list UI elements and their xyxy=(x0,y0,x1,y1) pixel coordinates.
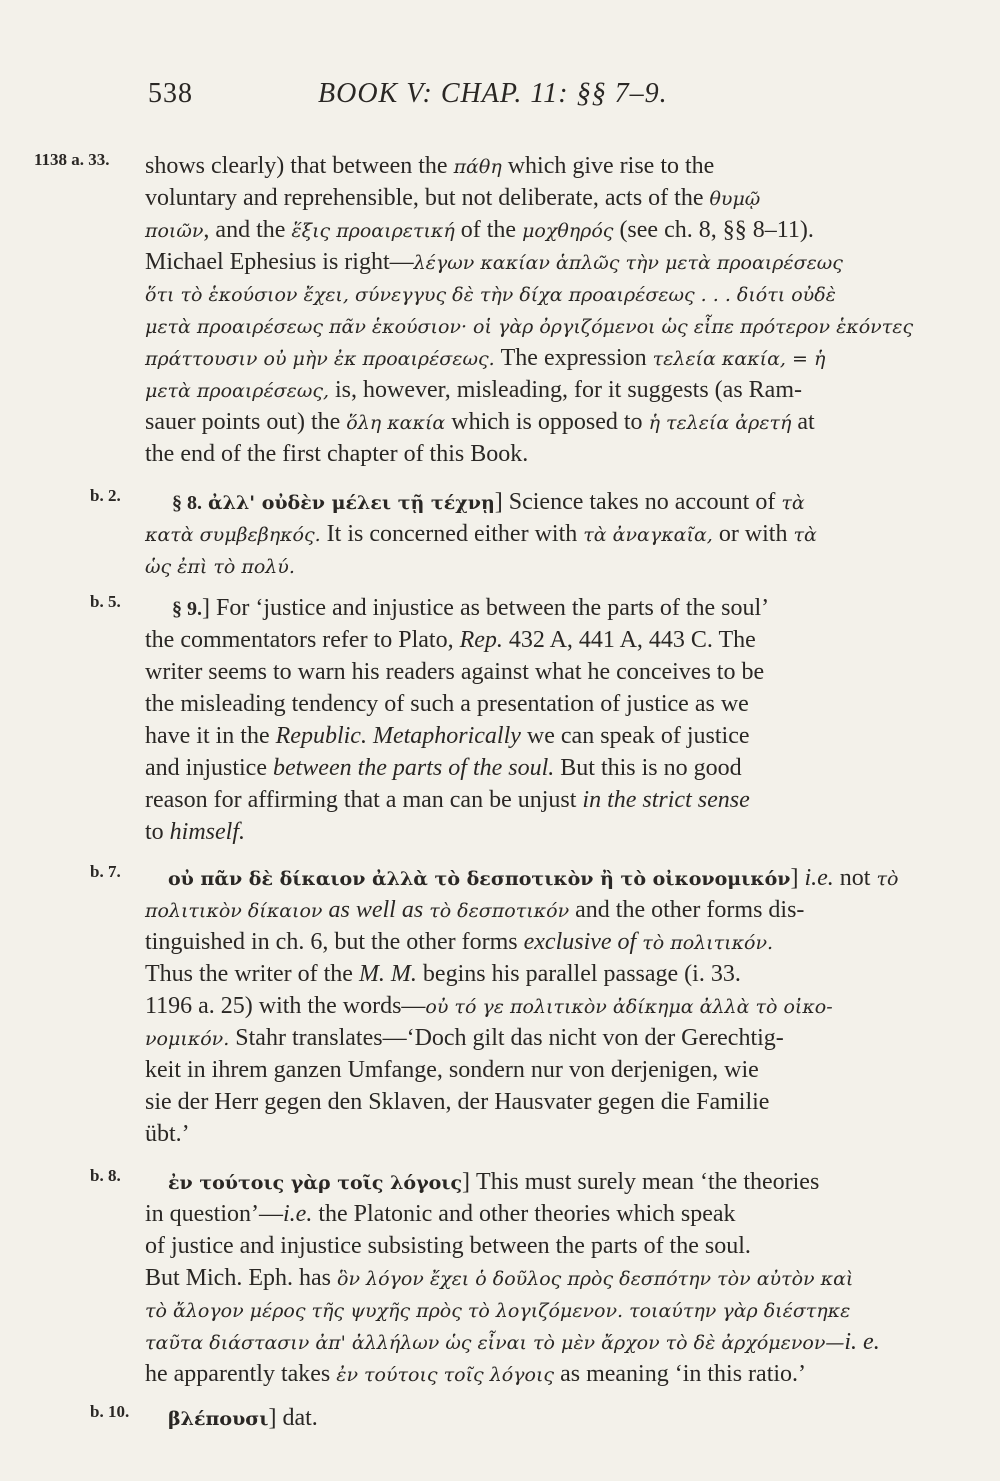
note-line: keit in ihrem ganzen Umfange, sondern nur von derjenigen, wie xyxy=(145,1057,759,1083)
note-line: ποιῶν, and the ἕξις προαιρετική of the μοχθηρός (see ch. 8, §§ 8–11). xyxy=(145,217,814,243)
note-line: übt.’ xyxy=(145,1121,190,1147)
note-line: writer seems to warn his readers against what he conceives to be xyxy=(145,659,765,685)
note-line: reason for affirming that a man can be unjust in the strict sense xyxy=(145,787,750,813)
note-line: shows clearly) that between the πάθη which give rise to the xyxy=(145,153,715,179)
note-line: μετὰ προαιρέσεως, is, however, misleading, for it suggests (as Ram- xyxy=(145,377,802,403)
note-line: voluntary and reprehensible, but not deliberate, acts of the θυμῷ xyxy=(145,185,761,211)
note-line: to himself. xyxy=(145,819,245,845)
note-line: κατὰ συμβεβηκός. It is concerned either with τὰ ἀναγκαῖα, or with τὰ xyxy=(145,521,817,547)
note-line: sauer points out) the ὅλη κακία which is opposed to ἡ τελεία ἀρετή at xyxy=(145,409,815,435)
note-line: Michael Ephesius is right—λέγων κακίαν ἁπλῶς τὴν μετὰ προαιρέσεως xyxy=(145,249,843,275)
note-line: § 8. ἀλλ' οὐδὲν μέλει τῇ τέχνῃ] Science takes no account of τὰ xyxy=(172,489,805,515)
note-line: sie der Herr gegen den Sklaven, der Hausvater gegen die Familie xyxy=(145,1089,770,1115)
note-line: 1196 a. 25) with the words—οὐ τό γε πολιτικὸν ἀδίκημα ἀλλὰ τὸ οἰκο- xyxy=(145,993,833,1019)
note-line: tinguished in ch. 6, but the other forms exclusive of τὸ πολιτικόν. xyxy=(145,929,774,955)
line-reference: b. 2. xyxy=(90,486,121,505)
note-line: ταῦτα διάστασιν ἀπ' ἀλλήλων ὡς εἶναι τὸ μὲν ἄρχον τὸ δὲ ἀρχόμενον—i. e. xyxy=(145,1329,880,1355)
note-line: the commentators refer to Plato, Rep. 432 A, 441 A, 443 C. The xyxy=(145,627,756,653)
note-line: πράττουσιν οὐ μὴν ἐκ προαιρέσεως. The expression τελεία κακία, = ἡ xyxy=(145,345,826,371)
note-line: πολιτικὸν δίκαιον as well as τὸ δεσποτικόν and the other forms dis- xyxy=(145,897,805,923)
note-line: have it in the Republic. Metaphorically we can speak of justice xyxy=(145,723,750,749)
note-line: § 9.] For ‘justice and injustice as between the parts of the soul’ xyxy=(172,595,770,621)
note-line: and injustice between the parts of the soul. But this is no good xyxy=(145,755,742,781)
note-line: he apparently takes ἐν τούτοις τοῖς λόγοις as meaning ‘in this ratio.’ xyxy=(145,1361,807,1387)
note-line: τὸ ἄλογον μέρος τῆς ψυχῆς πρὸς τὸ λογιζόμενον. τοιαύτην γὰρ διέστηκε xyxy=(145,1300,851,1322)
note-line: the misleading tendency of such a presentation of justice as we xyxy=(145,691,749,717)
page-number: 538 xyxy=(148,78,193,109)
line-reference: b. 10. xyxy=(90,1402,130,1421)
page-header xyxy=(148,78,908,128)
note-line: Thus the writer of the M. M. begins his parallel passage (i. 33. xyxy=(145,961,741,987)
line-reference: b. 8. xyxy=(90,1166,121,1185)
note-line: the end of the first chapter of this Book. xyxy=(145,441,529,467)
line-reference: b. 5. xyxy=(90,592,121,611)
note-line: ὅτι τὸ ἑκούσιον ἔχει, σύνεγγυς δὲ τὴν δίχα προαιρέσεως . . . διότι οὐδὲ xyxy=(145,284,836,306)
line-reference: b. 7. xyxy=(90,862,121,881)
note-line: But Mich. Eph. has ὃν λόγον ἔχει ὁ δοῦλος πρὸς δεσπότην τὸν αὐτὸν καὶ xyxy=(145,1265,854,1291)
note-line: of justice and injustice subsisting between the parts of the soul. xyxy=(145,1233,751,1259)
running-head: BOOK V: CHAP. 11: §§ 7–9. xyxy=(318,78,668,109)
note-line: νομικόν. Stahr translates—‘Doch gilt das nicht von der Gerechtig- xyxy=(145,1025,784,1051)
note-line: in question’—i.e. the Platonic and other theories which speak xyxy=(145,1201,736,1227)
note-line: βλέπουσι] dat. xyxy=(168,1405,318,1431)
note-line: ὡς ἐπὶ τὸ πολύ. xyxy=(145,556,295,578)
note-line: οὐ πᾶν δὲ δίκαιον ἀλλὰ τὸ δεσποτικὸν ἢ τὸ οἰκονομικόν] i.e. not τὸ xyxy=(168,865,899,891)
note-line: μετὰ προαιρέσεως πᾶν ἑκούσιον· οἱ γὰρ ὀργιζόμενοι ὡς εἶπε πρότερον ἑκόντες xyxy=(145,316,914,338)
note-line: ἐν τούτοις γὰρ τοῖς λόγοις] This must surely mean ‘the theories xyxy=(168,1169,820,1195)
line-reference: 1138 a. 33. xyxy=(34,150,110,169)
